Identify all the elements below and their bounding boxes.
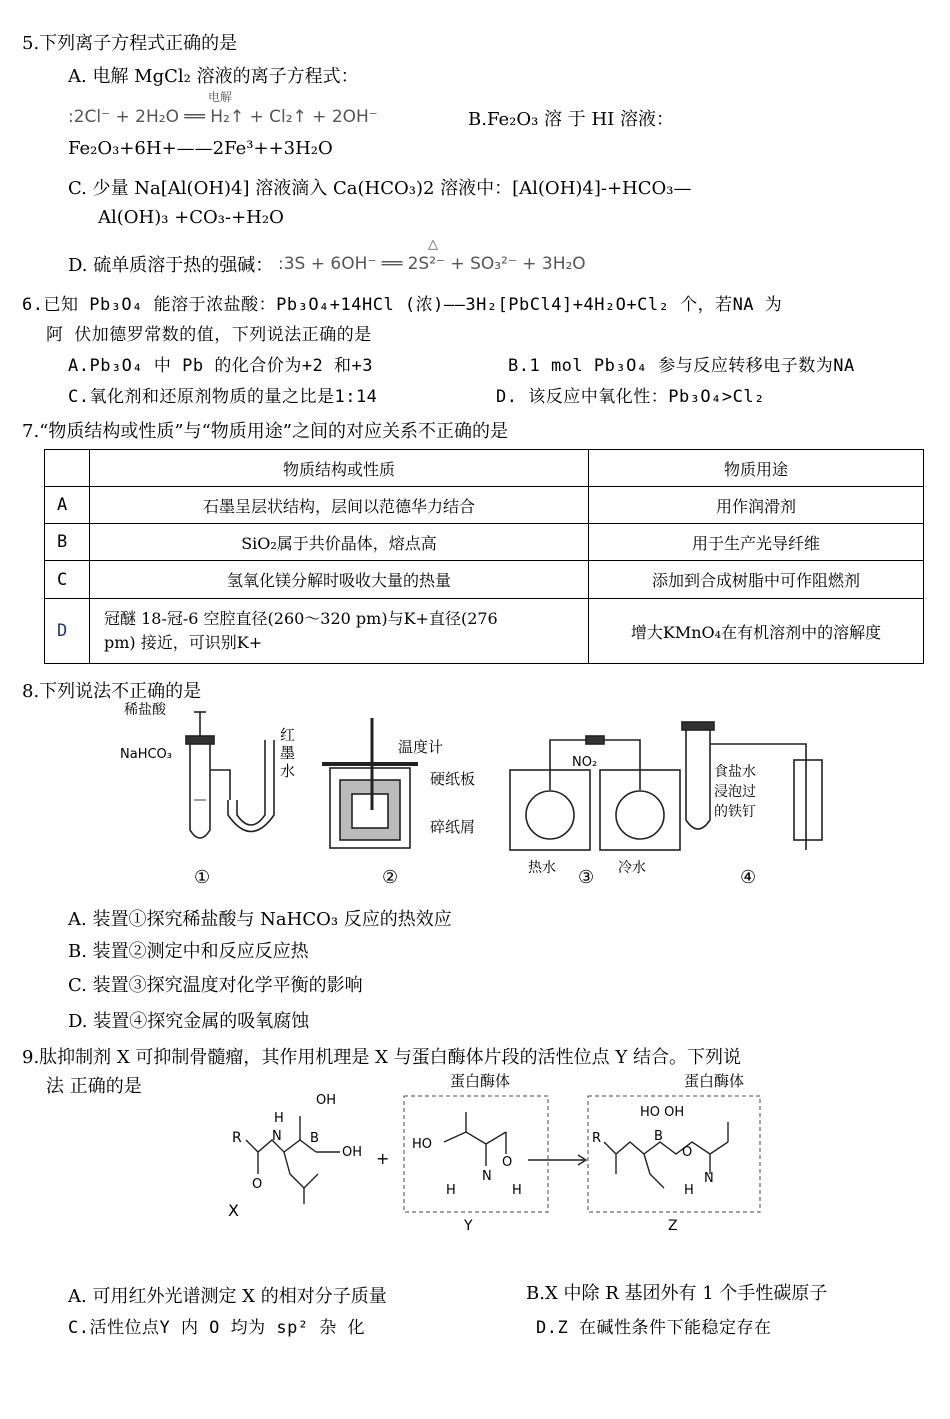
row-label: B (45, 524, 90, 561)
y-ho-group: HO (412, 1137, 433, 1152)
z-n-atom: N (704, 1171, 714, 1186)
row-use: 用作润滑剂 (589, 487, 924, 524)
apparatus-number-4: ④ (740, 867, 757, 888)
q5-option-c-line1: C. 少量 Na[Al(OH)4] 溶液滴入 Ca(HCO₃)2 溶液中：[Al(OH)4]-+HCO₃— (68, 178, 692, 199)
q5-option-d: D. 硫单质溶于热的强碱： (68, 255, 274, 276)
q6-option-c: C.氧化剂和还原剂物质的量之比是1:14 (68, 387, 378, 407)
apparatus-1 (186, 712, 274, 838)
q9-option-d: D.Z 在碱性条件下能稳定存在 (536, 1318, 772, 1338)
q9-stem-line2: 法 正确的是 (46, 1076, 142, 1097)
row-property-line1: 冠醚 18-冠-6 空腔直径(260～320 pm)与K+直径(276 (104, 609, 498, 628)
q5-option-a: A. 电解 MgCl₂ 溶液的离子方程式： (68, 66, 359, 87)
x-o-atom: O (252, 1177, 263, 1192)
row-property (90, 599, 589, 664)
table-row (45, 524, 924, 561)
table-header-row (45, 450, 924, 487)
q8-stem: 8.下列说法不正确的是 (22, 681, 202, 702)
label-nahco3: NaHCO₃ (120, 747, 172, 762)
table-row (45, 561, 924, 599)
q5-stem: 5.下列离子方程式正确的是 (22, 33, 238, 54)
label-thermometer: 温度计 (398, 738, 444, 756)
q9-option-c: C.活性位点Y 内 O 均为 sp² 杂 化 (68, 1318, 366, 1338)
x-oh-top: OH (316, 1093, 337, 1108)
table-row (45, 487, 924, 524)
row-property: 石墨呈层状结构，层间以范德华力结合 (90, 487, 589, 524)
q8-option-b: B. 装置②测定中和反应反应热 (68, 941, 309, 962)
x-b-atom: B (310, 1131, 319, 1146)
q9-option-b: B.X 中除 R 基团外有 1 个手性碳原子 (526, 1283, 828, 1304)
table-row (45, 599, 924, 664)
label-iron-nail: 的铁钉 (714, 804, 756, 820)
y-n-atom: N (482, 1169, 492, 1184)
label-ink-1: 红 (280, 726, 296, 744)
label-hot-water: 热水 (528, 860, 556, 876)
label-paper-scraps: 碎纸屑 (430, 818, 476, 836)
label-salt-water: 食盐水 (714, 764, 756, 780)
plus-sign: + (376, 1149, 390, 1168)
apparatus-number-2: ② (382, 867, 399, 888)
q6-option-d: D. 该反应中氧化性：Pb₃O₄>Cl₂ (496, 387, 765, 407)
q6-option-b: B.1 mol Pb₃O₄ 参与反应转移电子数为NA (508, 356, 855, 376)
q5-option-b-head: B.Fe₂O₃ 溶 于 HI 溶液： (468, 109, 674, 130)
table-header-property: 物质结构或性质 (90, 450, 589, 487)
apparatus-3 (510, 736, 680, 850)
apparatus-number-3: ③ (578, 867, 595, 888)
table-header-use: 物质用途 (589, 450, 924, 487)
row-property-line2: pm) 接近，可识别K+ (104, 633, 263, 652)
q7-table (44, 449, 924, 664)
q5-option-b-equation: Fe₂O₃+6H+——2Fe³++3H₂O (68, 138, 333, 159)
z-hoh-group: HO OH (640, 1105, 685, 1120)
label-y: Y (464, 1218, 473, 1234)
label-ink-2: 墨 (280, 744, 296, 762)
row-label: A (45, 487, 90, 524)
row-property: SiO₂属于共价晶体，熔点高 (90, 524, 589, 561)
q8-option-d: D. 装置④探究金属的吸氧腐蚀 (68, 1011, 310, 1032)
q9-mechanism-figure (220, 1070, 780, 1240)
row-label: D (45, 599, 90, 664)
q6-stem-line2: 阿 伏加德罗常数的值，下列说法正确的是 (46, 325, 372, 345)
table-corner-cell (45, 450, 90, 487)
q6-stem-line1: 6.已知 Pb₃O₄ 能溶于浓盐酸：Pb₃O₄+14HCl (浓)——3H₂[PbCl4]+4H₂O+Cl₂ 个，若NA 为 (22, 295, 783, 315)
x-oh-right: OH (342, 1145, 363, 1160)
q8-option-a: A. 装置①探究稀盐酸与 NaHCO₃ 反应的热效应 (68, 909, 452, 930)
label-cardboard: 硬纸板 (430, 770, 476, 788)
x-r-group: R (232, 1130, 242, 1146)
z-r-group: R (592, 1131, 602, 1146)
q5-option-a-equation: :2Cl⁻ + 2H₂O ══ H₂↑ + Cl₂↑ + 2OH⁻ (68, 107, 378, 127)
q5-option-c-line2: Al(OH)₃ +CO₃-+H₂O (98, 207, 284, 228)
z-protease-label: 蛋白酶体 (684, 1072, 745, 1090)
q5-option-d-equation: :3S + 6OH⁻ ══ 2S²⁻ + SO₃²⁻ + 3H₂O (278, 254, 586, 274)
q5-d-condition: △ (428, 237, 438, 252)
q9-option-a: A. 可用红外光谱测定 X 的相对分子质量 (68, 1286, 387, 1307)
row-use: 增大KMnO₄在有机溶剂中的溶解度 (589, 599, 924, 664)
y-o-atom: O (502, 1155, 513, 1170)
label-soaked: 浸泡过 (714, 784, 756, 800)
q6-option-a: A.Pb₃O₄ 中 Pb 的化合价为+2 和+3 (68, 356, 373, 376)
q8-apparatus-figure (110, 700, 850, 900)
q5-a-condition: 电解 (208, 90, 233, 104)
y-h-right: H (512, 1183, 522, 1198)
row-property: 氢氧化镁分解时吸收大量的热量 (90, 561, 589, 599)
row-label: C (45, 561, 90, 599)
q7-stem: 7.“物质结构或性质”与“物质用途”之间的对应关系不正确的是 (22, 421, 508, 442)
label-no2: NO₂ (572, 755, 598, 770)
z-h-atom: H (684, 1183, 694, 1198)
label-z: Z (668, 1218, 678, 1234)
label-ink-3: 水 (280, 762, 296, 780)
row-use: 添加到合成树脂中可作阻燃剂 (589, 561, 924, 599)
label-dilute-acid: 稀盐酸 (124, 702, 166, 718)
label-cold-water: 冷水 (618, 860, 646, 876)
site-y (444, 1112, 506, 1166)
y-protease-label: 蛋白酶体 (450, 1072, 511, 1090)
row-use: 用于生产光导纤维 (589, 524, 924, 561)
q9-stem-line1: 9.肽抑制剂 X 可抑制骨髓瘤，其作用机理是 X 与蛋白酶体片段的活性位点 Y 结合。下列说 (22, 1047, 742, 1068)
q8-option-c: C. 装置③探究温度对化学平衡的影响 (68, 975, 363, 996)
x-h-atom: H (274, 1111, 284, 1126)
z-o-atom: O (682, 1145, 693, 1160)
y-h-left: H (446, 1183, 456, 1198)
x-n-atom: N (272, 1129, 282, 1144)
site-y-box (404, 1096, 548, 1212)
z-b-atom: B (654, 1129, 663, 1144)
label-x: X (228, 1201, 239, 1220)
apparatus-number-1: ① (194, 867, 211, 888)
